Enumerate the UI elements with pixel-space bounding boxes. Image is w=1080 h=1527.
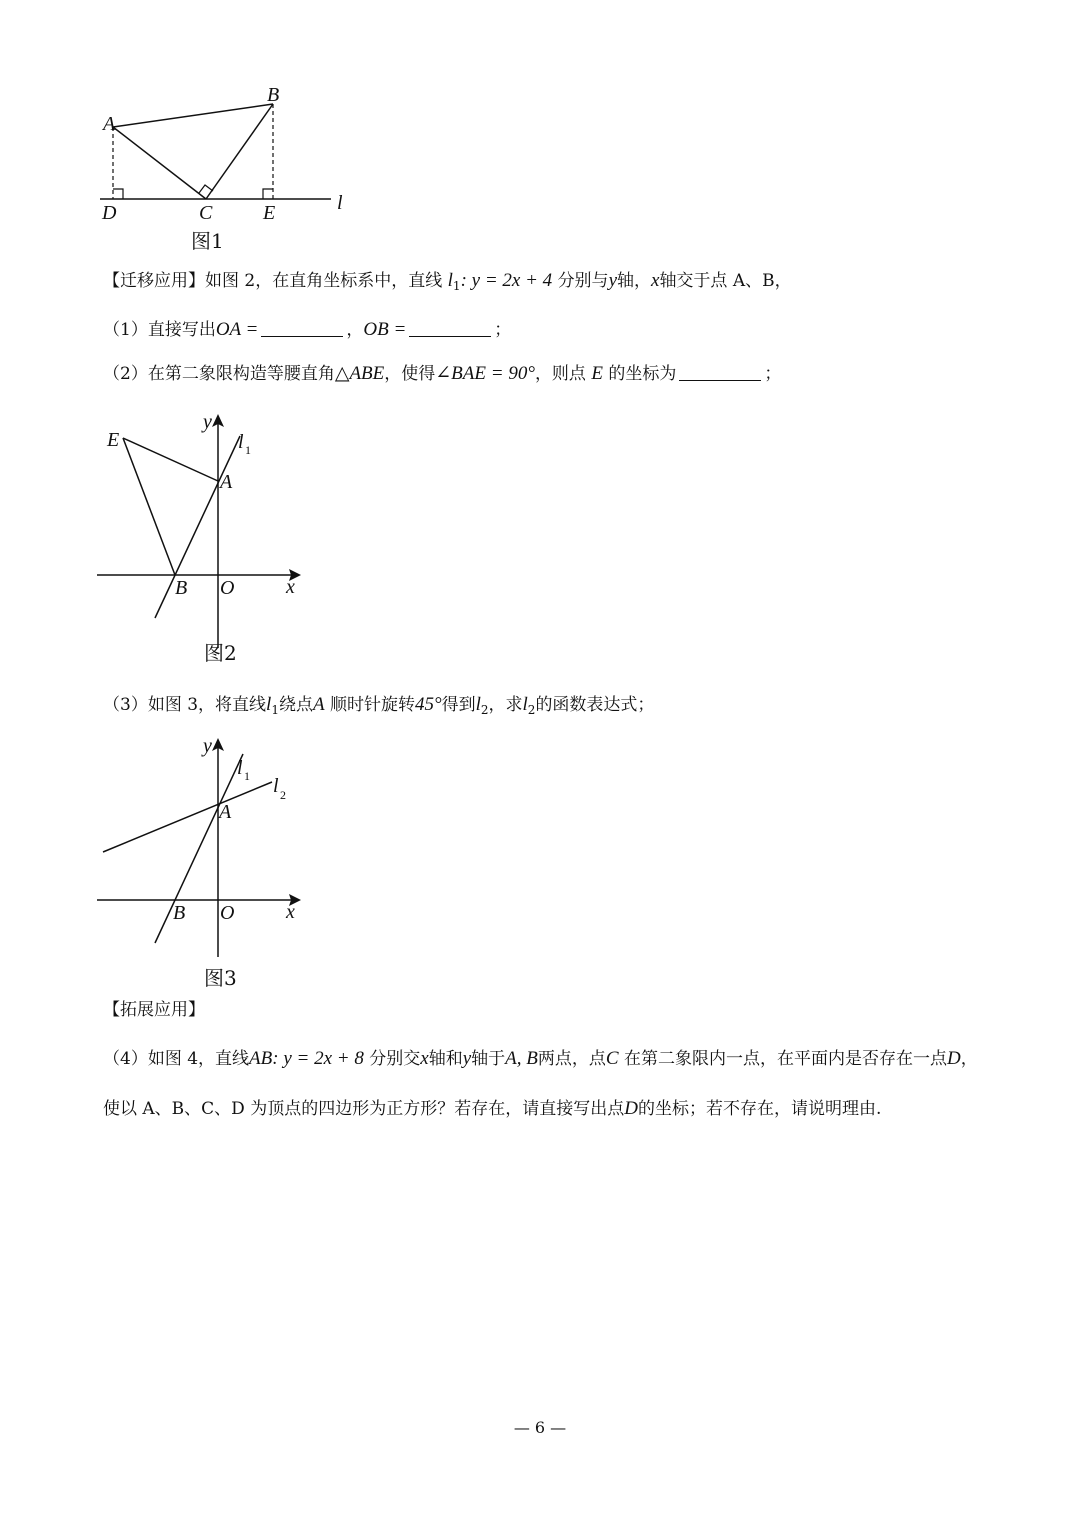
figure-2-caption: 图2	[204, 641, 237, 665]
fig3-label-o: O	[220, 902, 235, 924]
fig2-label-b: B	[175, 577, 188, 599]
fig2-label-l-sub: 1	[245, 443, 251, 457]
fig2-label-o: O	[220, 577, 235, 599]
page-number: — 6 —	[513, 1418, 567, 1437]
fig3-label-l1-sub: 1	[244, 769, 250, 783]
figure-3-drawing	[95, 732, 315, 992]
question-2: （2）在第二象限构造等腰直角△ABE，使得∠BAE = 90°，则点 E 的坐标为 ；	[103, 363, 782, 384]
fig2-label-y: y	[203, 411, 212, 433]
extension-heading: 【拓展应用】	[103, 1000, 205, 1020]
fig1-label-e: E	[263, 202, 276, 224]
question-4: （4）如图 4，直线AB: y = 2x + 8 分别交x轴和y轴于A, B两点，点C 在第二象限内一点，在平面内是否存在一点D，使以 A、B、C、D 为顶点的四边形为正方形？若存在，请直接写出点D的坐标；若不存在，请说明理由.	[103, 1048, 978, 1119]
fig1-label-l: l	[337, 192, 343, 214]
answer-blank-ob[interactable]	[409, 320, 491, 337]
fig1-label-b: B	[267, 84, 280, 106]
fig3-label-l2: l	[273, 775, 279, 797]
figure-2-drawing	[95, 408, 315, 668]
fig2-label-e: E	[107, 429, 120, 451]
figure-1-caption: 图1	[191, 229, 224, 253]
figure-3-caption: 图3	[204, 966, 237, 990]
question-1: （1）直接写出OA = ，OB = ；	[103, 319, 512, 340]
fig2-label-l: l	[238, 431, 244, 453]
fig1-label-a: A	[103, 113, 116, 135]
fig3-label-x: x	[286, 901, 295, 923]
fig3-label-a: A	[219, 801, 232, 823]
fig2-label-x: x	[286, 576, 295, 598]
fig3-label-b: B	[173, 902, 186, 924]
fig1-label-d: D	[102, 202, 117, 224]
question-3: （3）如图 3，将直线$l_1$绕点A 顺时针旋转45°得到$l_2$，求$l_2$的函数表达式；	[103, 694, 655, 717]
figure-3	[95, 732, 315, 992]
figure-1-drawing	[95, 85, 355, 255]
figure-2	[95, 408, 315, 668]
figure-1	[95, 85, 355, 255]
migration-intro: 【迁移应用】如图 2，在直角坐标系中，直线 $l_1$: y = 2x + 4 分别与y轴，x轴交于点 A、B，	[103, 270, 792, 293]
fig3-label-l1: l	[237, 757, 243, 779]
fig2-label-a: A	[220, 471, 233, 493]
migration-heading: 【迁移应用】	[103, 271, 205, 291]
answer-blank-e[interactable]	[679, 364, 761, 381]
fig3-label-l2-sub: 2	[280, 788, 286, 802]
fig1-label-c: C	[199, 202, 213, 224]
answer-blank-oa[interactable]	[261, 320, 343, 337]
fig3-label-y: y	[203, 735, 212, 757]
